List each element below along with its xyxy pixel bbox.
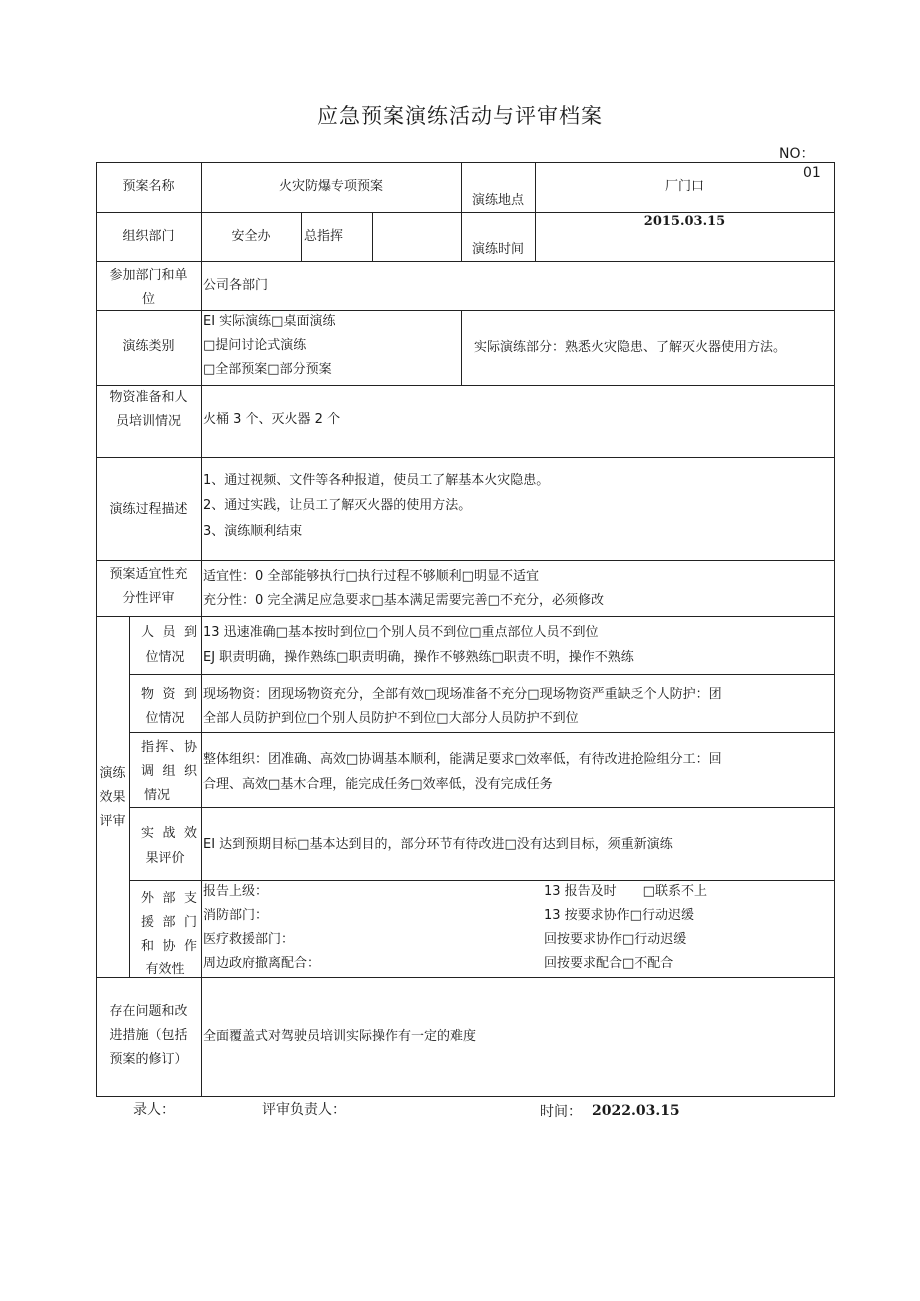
table-border-bottom xyxy=(96,1096,835,1097)
row-divider xyxy=(96,977,835,978)
materials-value: 火桶 3 个、灭火器 2 个 xyxy=(203,412,341,427)
process-line1: 1、通过视频、文件等各种报道，使员工了解基本火灾隐患。 xyxy=(203,473,550,488)
table-border-right xyxy=(834,162,835,1097)
command-label-line3: 情况 xyxy=(143,788,170,803)
record-number-value: 01 xyxy=(803,165,821,181)
row-divider xyxy=(129,807,835,808)
effect-materials-line2: 全部人员防护到位□个别人员防护不到位□大部分人员防护不到位 xyxy=(203,711,579,726)
record-number-label: NO： xyxy=(779,146,815,162)
table-border-top xyxy=(96,162,835,163)
external-item-status: 13 报告及时 □联系不上 xyxy=(544,884,707,899)
category-detail: 实际演练部分：熟悉火灾隐患、了解灭火器使用方法。 xyxy=(474,340,787,355)
personnel-label-line2: 位情况 xyxy=(145,650,185,665)
effect-materials-line1: 现场物资：团现场物资充分，全部有效□现场准备不充分□现场物资严重缺乏个人防护：团 xyxy=(203,687,722,702)
time-label: 演练时间 xyxy=(471,242,524,257)
suitability-label-line1: 预案适宜性充 xyxy=(109,567,188,582)
commander-label: 总指挥 xyxy=(304,229,344,244)
materials-label-line1: 物资准备和人 xyxy=(109,390,188,405)
external-item-name: 医疗救援部门： xyxy=(203,932,295,947)
effect-materials-label-line1: 物资到 xyxy=(141,687,197,702)
participants-label-line2: 位 xyxy=(141,292,155,307)
row-divider xyxy=(129,732,835,733)
external-item-status: 回按要求配合□不配合 xyxy=(544,956,674,971)
footer-time-value: 2022.03.15 xyxy=(592,1103,680,1119)
external-item-status: 回按要求协作□行动迟缓 xyxy=(544,932,687,947)
footer-time-label: 时间： xyxy=(540,1104,582,1120)
reviewer-label: 评审负责人： xyxy=(262,1102,346,1118)
effect-group-label-line2: 效果 xyxy=(99,790,126,805)
column-divider xyxy=(372,212,373,261)
external-label-line2: 援部门 xyxy=(141,915,197,930)
participants-value: 公司各部门 xyxy=(203,278,269,293)
recorder-label: 录人： xyxy=(133,1102,175,1118)
external-item-name: 消防部门： xyxy=(203,908,269,923)
suitability-line1: 适宜性：0 全部能够执行□执行过程不够顺利□明显不适宜 xyxy=(203,569,539,584)
review-form-table xyxy=(96,162,835,1097)
time-value: 2015.03.15 xyxy=(643,214,726,229)
external-item-status: 13 按要求协作□行动迟缓 xyxy=(544,908,694,923)
personnel-label-line1: 人员到 xyxy=(141,625,197,640)
row-divider xyxy=(129,674,835,675)
materials-label-line2: 员培训情况 xyxy=(115,414,181,429)
combat-label-line1: 实战效 xyxy=(141,826,197,841)
org-dept-label: 组织部门 xyxy=(122,229,175,244)
process-line3: 3、演练顺利结束 xyxy=(203,524,303,539)
combat-label-line2: 果评价 xyxy=(145,851,185,866)
org-dept-value: 安全办 xyxy=(231,229,271,244)
plan-name-label: 预案名称 xyxy=(122,179,175,194)
issues-label-line2: 进措施（包括 xyxy=(109,1028,188,1043)
suitability-label-line2: 分性评审 xyxy=(122,591,175,606)
participants-label-line1: 参加部门和单 xyxy=(109,268,188,283)
location-value: 厂门口 xyxy=(664,179,704,194)
location-label: 演练地点 xyxy=(471,193,524,208)
column-divider xyxy=(301,212,302,261)
category-options-line1: EI 实际演练□桌面演练 xyxy=(203,314,336,329)
issues-label-line1: 存在问题和改 xyxy=(109,1004,188,1019)
personnel-line1: 13 迅速准确□基本按时到位□个别人员不到位□重点部位人员不到位 xyxy=(203,625,599,640)
plan-name-value: 火灾防爆专项预案 xyxy=(278,179,383,194)
external-item-name: 报告上级： xyxy=(203,884,269,899)
issues-label-line3: 预案的修订） xyxy=(109,1052,188,1067)
column-divider xyxy=(461,310,462,385)
label-column-divider xyxy=(201,162,202,1097)
effect-group-label-line3: 评审 xyxy=(99,814,126,829)
external-label-line3: 和协作 xyxy=(141,939,197,954)
category-options-line2: □提问讨论式演练 xyxy=(203,338,307,353)
external-label-line1: 外部支 xyxy=(141,891,197,906)
process-line2: 2、通过实践，让员工了解灭火器的使用方法。 xyxy=(203,498,472,513)
command-label-line1: 指挥、协 xyxy=(141,740,197,755)
category-label: 演练类别 xyxy=(122,339,175,354)
process-label: 演练过程描述 xyxy=(109,502,188,517)
combat-value: EI 达到预期目标□基本达到目的，部分环节有待改进□没有达到目标，须重新演练 xyxy=(203,837,673,852)
personnel-line2: EJ 职责明确，操作熟练□职责明确，操作不够熟练□职责不明，操作不熟练 xyxy=(203,650,634,665)
effect-materials-label-line2: 位情况 xyxy=(145,711,185,726)
command-label-line2: 调组织 xyxy=(141,764,197,779)
issues-value: 全面覆盖式对驾驶员培训实际操作有一定的难度 xyxy=(203,1029,477,1044)
external-item-name: 周边政府撤离配合： xyxy=(203,956,321,971)
category-options-line3: □全部预案□部分预案 xyxy=(203,362,332,377)
command-line2: 合理、高效□基木合理，能完成任务□效率低，没有完成任务 xyxy=(203,777,553,792)
row-divider xyxy=(96,385,835,386)
suitability-line2: 充分性：0 完全满足应急要求□基本满足需要完善□不充分，必须修改 xyxy=(203,593,604,608)
effect-group-divider xyxy=(129,616,130,977)
row-divider xyxy=(96,616,835,617)
row-divider xyxy=(96,560,835,561)
external-label-line4: 有效性 xyxy=(145,962,185,977)
command-line1: 整体组织：团准确、高效□协调基本顺利，能满足要求□效率低，有待改进抢险组分工：回 xyxy=(203,752,722,767)
page-title: 应急预案演练活动与评审档案 xyxy=(317,104,603,128)
effect-group-label-line1: 演练 xyxy=(99,766,126,781)
row-divider xyxy=(96,457,835,458)
